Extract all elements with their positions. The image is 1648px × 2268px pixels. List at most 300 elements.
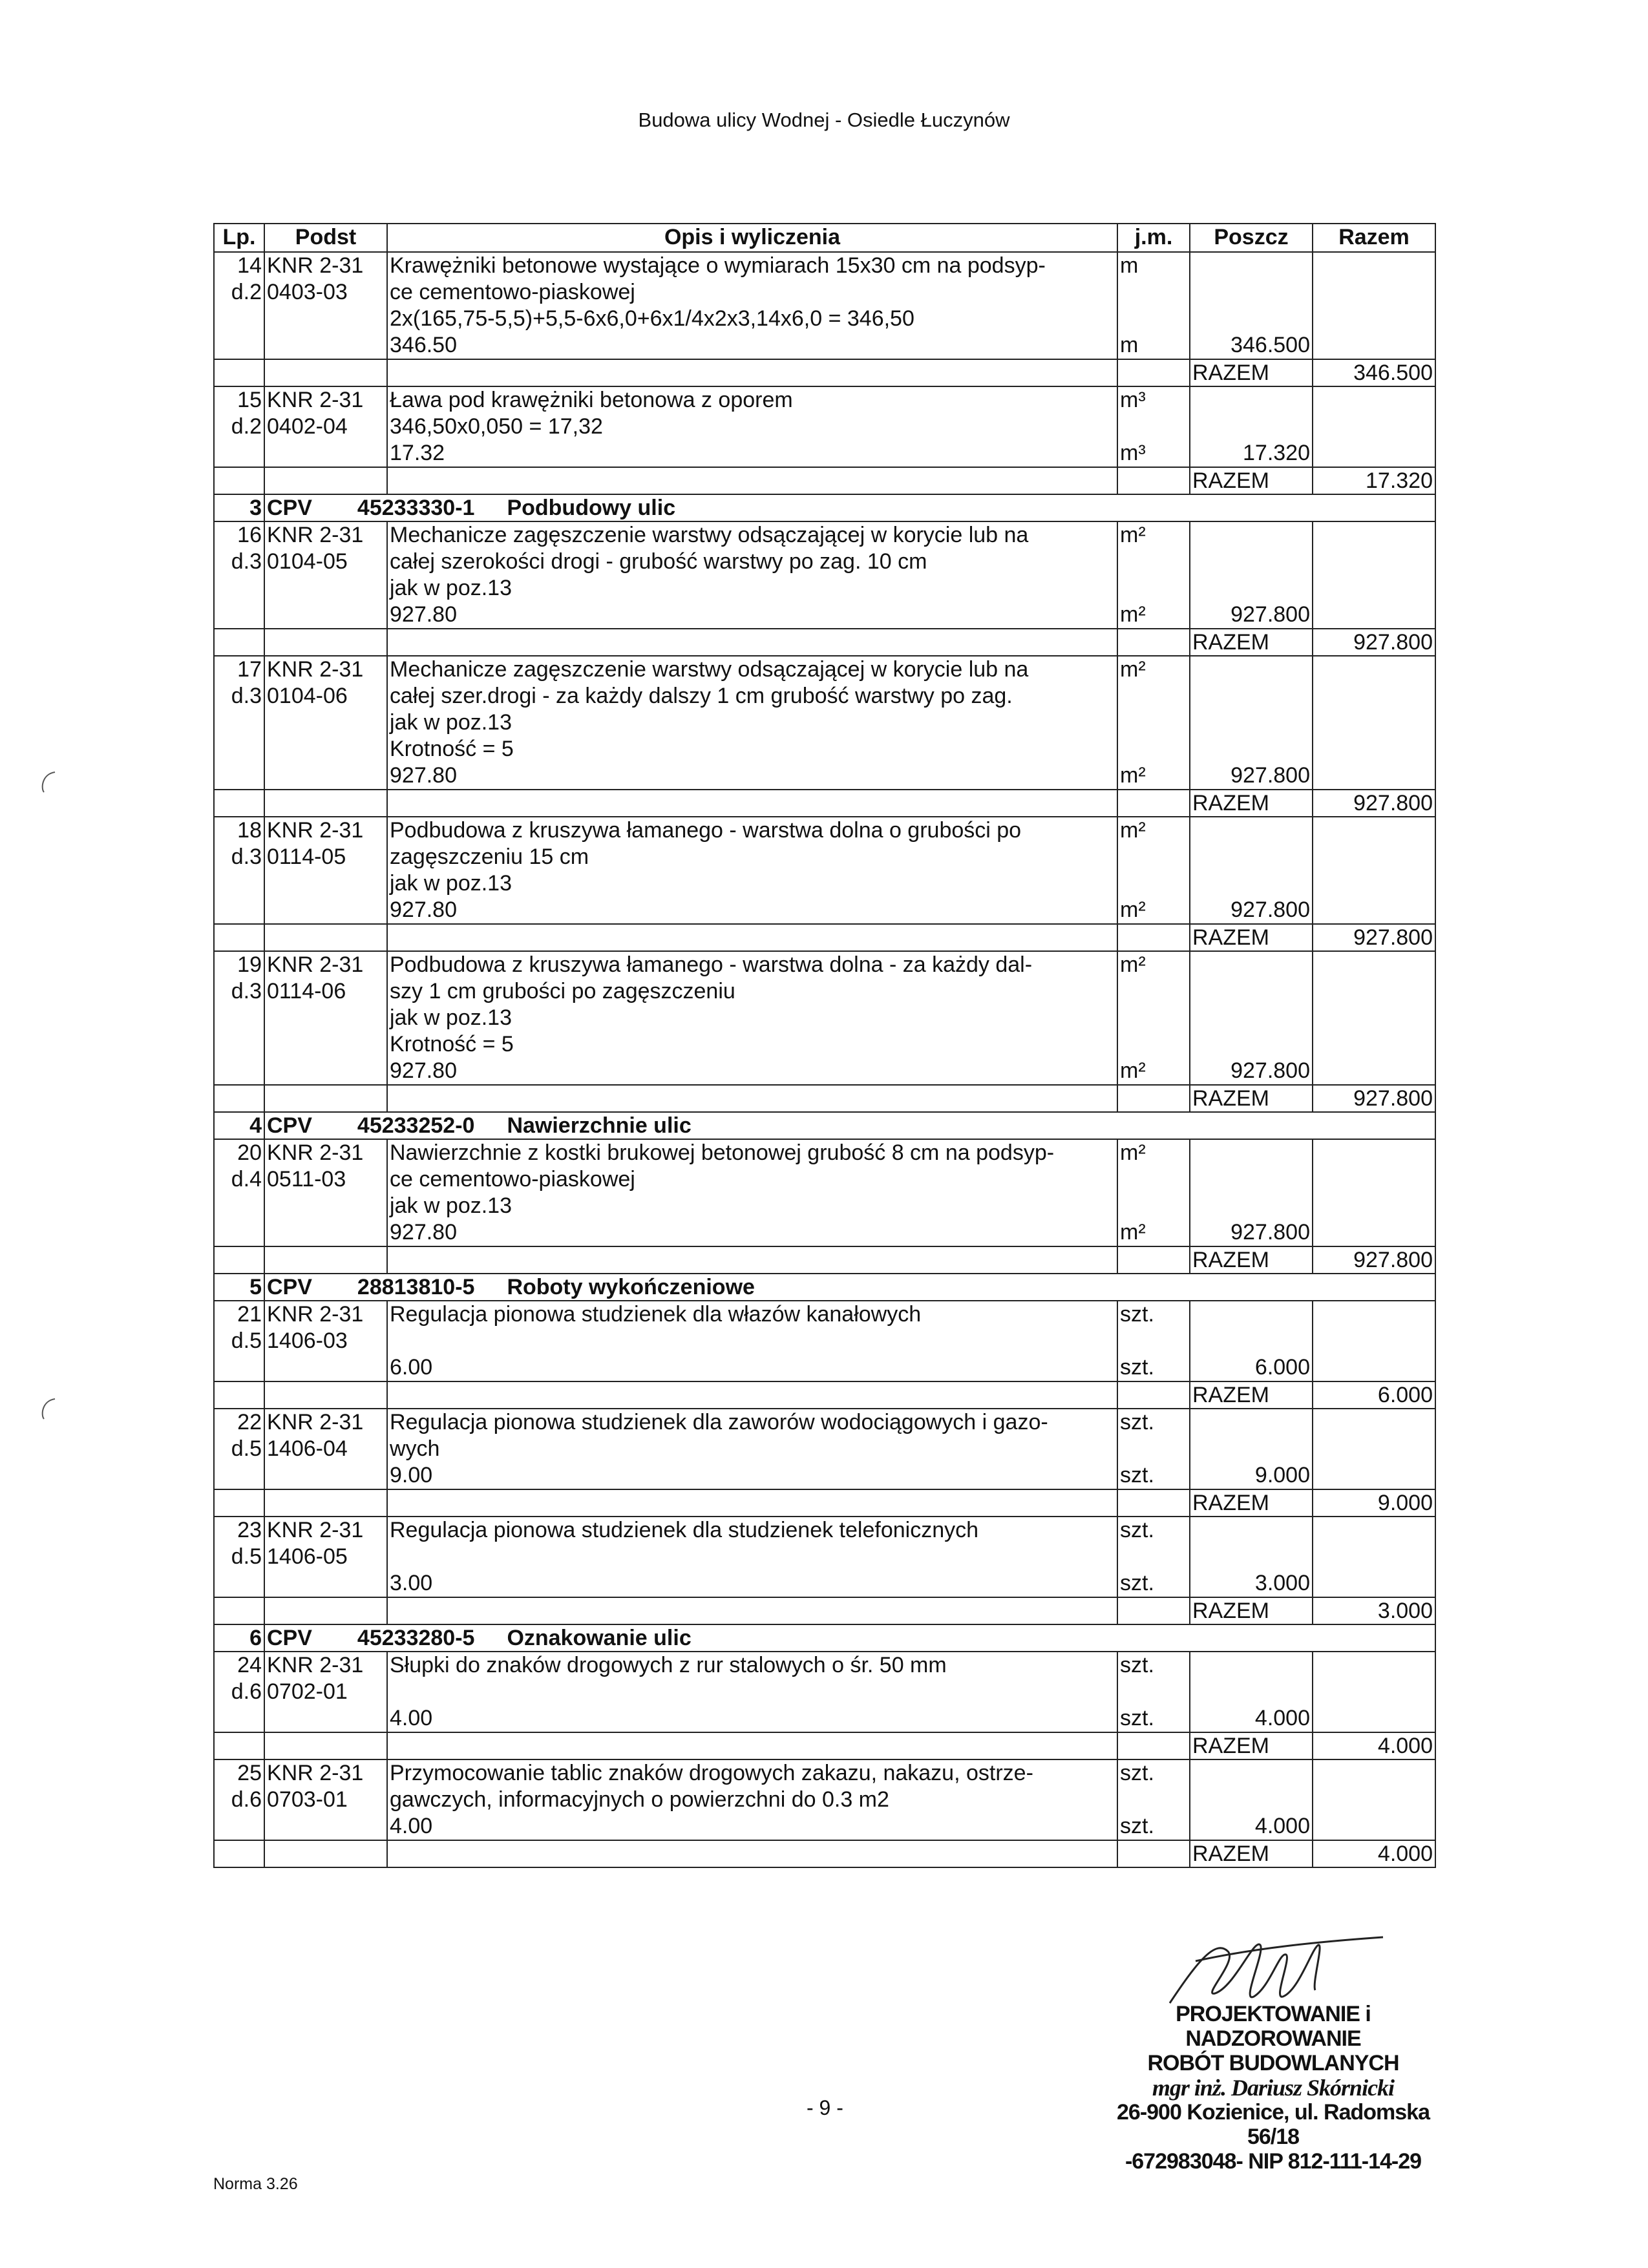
basis-code-line: KNR 2-31 bbox=[267, 657, 364, 682]
description bbox=[387, 1139, 1117, 1246]
partial-quantity-line: 927.800 bbox=[1231, 898, 1310, 922]
sum-row-blank bbox=[1117, 1489, 1190, 1517]
section-cpv: CPV bbox=[267, 496, 312, 520]
total-cell-empty bbox=[1313, 1139, 1435, 1246]
unit-line bbox=[1120, 1328, 1187, 1354]
position-number-line: 20 bbox=[237, 1140, 262, 1165]
description bbox=[387, 386, 1117, 467]
sum-label: RAZEM bbox=[1190, 1597, 1313, 1624]
unit-line: szt. bbox=[1120, 1814, 1154, 1838]
total-cell-empty bbox=[1313, 1409, 1435, 1489]
basis-code bbox=[264, 1517, 387, 1597]
partial-quantity-line bbox=[1192, 522, 1310, 549]
description-line: Słupki do znaków drogowych z rur stalowych o śr. 50 mm bbox=[390, 1653, 947, 1677]
description-line: gawczych, informacyjnych o powierzchni do 0.3 m2 bbox=[390, 1787, 889, 1812]
partial-quantity-line bbox=[1192, 1140, 1310, 1166]
position-number-line: d.2 bbox=[231, 280, 262, 304]
table-row bbox=[214, 521, 1435, 629]
unit-line bbox=[1120, 736, 1187, 762]
partial-quantity-line: 4.000 bbox=[1254, 1814, 1310, 1838]
table-row bbox=[214, 951, 1435, 1085]
partial-quantity-line bbox=[1192, 1760, 1310, 1787]
description-line: jak w poz.13 bbox=[390, 1193, 512, 1218]
partial-quantity-line bbox=[1192, 656, 1310, 683]
basis-code bbox=[264, 386, 387, 467]
table-row bbox=[214, 1409, 1435, 1489]
sum-row-blank bbox=[1117, 467, 1190, 494]
basis-code-line: 0104-05 bbox=[267, 549, 348, 574]
partial-quantity-line bbox=[1192, 253, 1310, 279]
sum-row-blank bbox=[214, 1085, 264, 1112]
sum-row-blank bbox=[387, 1732, 1117, 1759]
section-name: Oznakowanie ulic bbox=[507, 1626, 692, 1650]
unit-line bbox=[1120, 978, 1187, 1005]
partial-quantity bbox=[1190, 1517, 1313, 1597]
sum-row-blank bbox=[264, 1732, 387, 1759]
unit-line: szt. bbox=[1120, 1518, 1154, 1542]
stamp-line-3: mgr inż. Dariusz Skórnicki bbox=[1152, 2075, 1395, 2101]
unit-line: m² bbox=[1120, 898, 1146, 922]
partial-quantity-line bbox=[1192, 279, 1310, 306]
sum-row-blank bbox=[1117, 359, 1190, 386]
partial-quantity-line bbox=[1192, 1409, 1310, 1436]
unit bbox=[1117, 656, 1190, 790]
sum-row-blank bbox=[264, 1489, 387, 1517]
sum-row-blank bbox=[214, 1732, 264, 1759]
description-line: Podbudowa z kruszywa łamanego - warstwa dolna o grubości po bbox=[390, 818, 1022, 843]
section-row bbox=[214, 1624, 1435, 1652]
sum-row-blank bbox=[214, 359, 264, 386]
sum-row-blank bbox=[1117, 1381, 1190, 1409]
unit bbox=[1117, 1139, 1190, 1246]
unit-line: m² bbox=[1120, 818, 1146, 843]
sum-row bbox=[214, 1732, 1435, 1759]
sum-label: RAZEM bbox=[1190, 1246, 1313, 1274]
sum-row-blank bbox=[214, 1489, 264, 1517]
description-line: Krotność = 5 bbox=[390, 737, 514, 761]
partial-quantity-line: 346.500 bbox=[1231, 333, 1310, 357]
description-line: całej szer.drogi - za każdy dalszy 1 cm grubość warstwy po zag. bbox=[390, 684, 1013, 708]
unit-line bbox=[1120, 1005, 1187, 1031]
sum-row-blank bbox=[387, 924, 1117, 951]
sum-row-blank bbox=[387, 467, 1117, 494]
position-number-line: d.2 bbox=[231, 414, 262, 439]
basis-code-line: KNR 2-31 bbox=[267, 818, 364, 843]
basis-code-line: 1406-05 bbox=[267, 1544, 348, 1569]
sum-row-blank bbox=[214, 1381, 264, 1409]
basis-code bbox=[264, 656, 387, 790]
section-row bbox=[214, 1112, 1435, 1139]
sum-row-blank bbox=[387, 1085, 1117, 1112]
description-line: Krawężniki betonowe wystające o wymiarach 15x30 cm na podsyp- bbox=[390, 253, 1046, 278]
basis-code-line: 0403-03 bbox=[267, 280, 348, 304]
section-cpv: CPV bbox=[267, 1275, 312, 1299]
position-number-line: d.5 bbox=[231, 1436, 262, 1461]
total-cell-empty bbox=[1313, 1301, 1435, 1381]
cost-estimate-table bbox=[213, 223, 1436, 1868]
sum-row-blank bbox=[264, 1246, 387, 1274]
sum-row-blank bbox=[387, 1597, 1117, 1624]
partial-quantity-line bbox=[1192, 1679, 1310, 1705]
position-number-line: 25 bbox=[237, 1761, 262, 1785]
basis-code-line: 1406-04 bbox=[267, 1436, 348, 1461]
sum-row-blank bbox=[387, 629, 1117, 656]
sum-row bbox=[214, 1085, 1435, 1112]
basis-code-line: KNR 2-31 bbox=[267, 952, 364, 977]
unit bbox=[1117, 386, 1190, 467]
unit-line: m² bbox=[1120, 657, 1146, 682]
position-number bbox=[214, 1301, 264, 1381]
position-number-line: d.6 bbox=[231, 1679, 262, 1704]
section-row bbox=[214, 494, 1435, 521]
unit-line: m bbox=[1120, 333, 1139, 357]
partial-quantity-line bbox=[1192, 1166, 1310, 1193]
position-number-line: d.6 bbox=[231, 1787, 262, 1812]
description-line: 346.50 bbox=[390, 333, 457, 357]
sum-row-blank bbox=[1117, 1840, 1190, 1867]
description-line: Nawierzchnie z kostki brukowej betonowej grubość 8 cm na podsyp- bbox=[390, 1140, 1055, 1165]
basis-code bbox=[264, 1139, 387, 1246]
section-code: 45233252-0 bbox=[357, 1113, 475, 1138]
partial-quantity-line bbox=[1192, 870, 1310, 897]
unit-line bbox=[1120, 844, 1187, 870]
column-header-lp: Lp. bbox=[214, 224, 264, 252]
sum-total: 17.320 bbox=[1313, 467, 1435, 494]
position-number bbox=[214, 951, 264, 1085]
partial-quantity-line: 927.800 bbox=[1231, 1058, 1310, 1083]
partial-quantity-line bbox=[1192, 414, 1310, 440]
sum-row-blank bbox=[214, 629, 264, 656]
sum-label: RAZEM bbox=[1190, 790, 1313, 817]
basis-code-line: 0114-06 bbox=[267, 979, 346, 1003]
position-number-line: d.3 bbox=[231, 549, 262, 574]
section-number: 5 bbox=[214, 1274, 264, 1301]
unit-line bbox=[1120, 870, 1187, 897]
column-header-podst: Podst bbox=[264, 224, 387, 252]
basis-code-line: KNR 2-31 bbox=[267, 1518, 364, 1542]
position-number bbox=[214, 1517, 264, 1597]
partial-quantity bbox=[1190, 656, 1313, 790]
sum-total: 6.000 bbox=[1313, 1381, 1435, 1409]
sum-row-blank bbox=[1117, 1246, 1190, 1274]
position-number-line: 15 bbox=[237, 388, 262, 412]
position-number-line: d.3 bbox=[231, 979, 262, 1003]
partial-quantity-line: 927.800 bbox=[1231, 763, 1310, 788]
total-cell-empty bbox=[1313, 252, 1435, 359]
section-title bbox=[264, 1624, 1435, 1652]
description-line: Regulacja pionowa studzienek dla studzienek telefonicznych bbox=[390, 1518, 979, 1542]
sum-row-blank bbox=[264, 467, 387, 494]
sum-row-blank bbox=[264, 1840, 387, 1867]
partial-quantity-line bbox=[1192, 1544, 1310, 1570]
basis-code-line: KNR 2-31 bbox=[267, 523, 364, 547]
stamp-line-5: -672983048- NIP 812-111-14-29 bbox=[1125, 2149, 1422, 2174]
sum-row-blank bbox=[387, 1381, 1117, 1409]
partial-quantity bbox=[1190, 817, 1313, 924]
sum-row-blank bbox=[387, 1246, 1117, 1274]
unit-line: m² bbox=[1120, 1220, 1146, 1244]
table-body bbox=[214, 252, 1435, 1867]
unit-line: szt. bbox=[1120, 1355, 1154, 1380]
basis-code-line: 0104-06 bbox=[267, 684, 348, 708]
unit-line: m³ bbox=[1120, 441, 1146, 465]
sum-row-blank bbox=[214, 924, 264, 951]
unit-line: m³ bbox=[1120, 388, 1146, 412]
partial-quantity-line bbox=[1192, 1328, 1310, 1354]
description bbox=[387, 656, 1117, 790]
unit bbox=[1117, 1759, 1190, 1840]
description-line: Mechanicze zagęszczenie warstwy odsączającej w korycie lub na bbox=[390, 657, 1029, 682]
description-line: 927.80 bbox=[390, 602, 457, 627]
partial-quantity-line bbox=[1192, 952, 1310, 978]
sum-row bbox=[214, 1246, 1435, 1274]
partial-quantity bbox=[1190, 386, 1313, 467]
position-number-line: 19 bbox=[237, 952, 262, 977]
description bbox=[387, 1517, 1117, 1597]
partial-quantity-line: 927.800 bbox=[1231, 602, 1310, 627]
sum-label: RAZEM bbox=[1190, 1732, 1313, 1759]
partial-quantity-line: 6.000 bbox=[1254, 1355, 1310, 1380]
partial-quantity-line bbox=[1192, 817, 1310, 844]
unit-line: szt. bbox=[1120, 1706, 1154, 1730]
sum-row bbox=[214, 467, 1435, 494]
position-number-line: 23 bbox=[237, 1518, 262, 1542]
unit bbox=[1117, 1652, 1190, 1732]
unit-line bbox=[1120, 1679, 1187, 1705]
description-line: ce cementowo-piaskowej bbox=[390, 1167, 635, 1192]
basis-code-line: KNR 2-31 bbox=[267, 1761, 364, 1785]
sum-row-blank bbox=[264, 1085, 387, 1112]
sum-row-blank bbox=[1117, 1085, 1190, 1112]
position-number-line: 18 bbox=[237, 818, 262, 843]
description-line: jak w poz.13 bbox=[390, 1005, 512, 1030]
unit bbox=[1117, 521, 1190, 629]
description-line: 9.00 bbox=[390, 1463, 433, 1487]
table-row bbox=[214, 1759, 1435, 1840]
unit-line bbox=[1120, 414, 1187, 440]
sum-row-blank bbox=[214, 1840, 264, 1867]
unit-line: m² bbox=[1120, 602, 1146, 627]
description-line: całej szerokości drogi - grubość warstwy po zag. 10 cm bbox=[390, 549, 927, 574]
position-number-line: 22 bbox=[237, 1410, 262, 1434]
basis-code-line: KNR 2-31 bbox=[267, 1653, 364, 1677]
partial-quantity-line bbox=[1192, 1301, 1310, 1328]
table-row bbox=[214, 817, 1435, 924]
sum-row bbox=[214, 359, 1435, 386]
basis-code bbox=[264, 951, 387, 1085]
unit-line bbox=[1120, 683, 1187, 709]
table-header-row bbox=[214, 224, 1435, 252]
unit bbox=[1117, 252, 1190, 359]
partial-quantity-line bbox=[1192, 306, 1310, 332]
partial-quantity-line bbox=[1192, 709, 1310, 736]
partial-quantity-line bbox=[1192, 1193, 1310, 1219]
sum-row-blank bbox=[387, 359, 1117, 386]
sum-row bbox=[214, 1597, 1435, 1624]
unit bbox=[1117, 1301, 1190, 1381]
partial-quantity-line bbox=[1192, 844, 1310, 870]
page-header-title: Budowa ulicy Wodnej - Osiedle Łuczynów bbox=[638, 109, 1010, 131]
total-cell-empty bbox=[1313, 1652, 1435, 1732]
partial-quantity-line bbox=[1192, 387, 1310, 414]
sum-row bbox=[214, 629, 1435, 656]
description-line: 3.00 bbox=[390, 1571, 433, 1595]
basis-code bbox=[264, 1652, 387, 1732]
partial-quantity-line bbox=[1192, 1517, 1310, 1544]
table-row bbox=[214, 386, 1435, 467]
basis-code bbox=[264, 521, 387, 629]
description-line: Mechanicze zagęszczenie warstwy odsączającej w korycie lub na bbox=[390, 523, 1029, 547]
unit-line: m² bbox=[1120, 523, 1146, 547]
sum-total: 346.500 bbox=[1313, 359, 1435, 386]
section-row bbox=[214, 1274, 1435, 1301]
sum-row-blank bbox=[1117, 1597, 1190, 1624]
partial-quantity-line bbox=[1192, 1436, 1310, 1462]
section-code: 45233330-1 bbox=[357, 496, 475, 520]
section-cpv: CPV bbox=[267, 1626, 312, 1650]
basis-code-line: 1406-03 bbox=[267, 1328, 348, 1353]
unit-line: szt. bbox=[1120, 1410, 1154, 1434]
company-stamp bbox=[1092, 2002, 1454, 2174]
partial-quantity-line bbox=[1192, 1031, 1310, 1058]
basis-code bbox=[264, 252, 387, 359]
unit-line: szt. bbox=[1120, 1653, 1154, 1677]
position-number bbox=[214, 521, 264, 629]
table-row bbox=[214, 1517, 1435, 1597]
basis-code-line: KNR 2-31 bbox=[267, 253, 364, 278]
sum-row-blank bbox=[1117, 790, 1190, 817]
description-line: 346,50x0,050 = 17,32 bbox=[390, 414, 603, 439]
unit-line bbox=[1120, 575, 1187, 602]
sum-row-blank bbox=[264, 1381, 387, 1409]
description-line: Podbudowa z kruszywa łamanego - warstwa dolna - za każdy dal- bbox=[390, 952, 1033, 977]
unit-line: m² bbox=[1120, 1140, 1146, 1165]
sum-row-blank bbox=[387, 790, 1117, 817]
sum-label: RAZEM bbox=[1190, 1489, 1313, 1517]
position-number-line: 24 bbox=[237, 1653, 262, 1677]
position-number bbox=[214, 1652, 264, 1732]
total-cell-empty bbox=[1313, 951, 1435, 1085]
description-line: 2x(165,75-5,5)+5,5-6x6,0+6x1/4x2x3,14x6,0 = 346,50 bbox=[390, 306, 914, 331]
section-title bbox=[264, 494, 1435, 521]
page-number: - 9 - bbox=[807, 2096, 843, 2119]
position-number bbox=[214, 386, 264, 467]
unit-line: szt. bbox=[1120, 1571, 1154, 1595]
description-line: 927.80 bbox=[390, 1220, 457, 1244]
sum-row-blank bbox=[214, 1597, 264, 1624]
total-cell-empty bbox=[1313, 1517, 1435, 1597]
position-number-line: d.3 bbox=[231, 845, 262, 869]
sum-label: RAZEM bbox=[1190, 359, 1313, 386]
unit-line: szt. bbox=[1120, 1463, 1154, 1487]
sum-row-blank bbox=[214, 790, 264, 817]
unit-line: m² bbox=[1120, 1058, 1146, 1083]
column-header-jm: j.m. bbox=[1117, 224, 1190, 252]
unit-line bbox=[1120, 549, 1187, 575]
punch-hole-mark-lower bbox=[39, 1396, 58, 1422]
position-number bbox=[214, 252, 264, 359]
partial-quantity bbox=[1190, 521, 1313, 629]
unit-line bbox=[1120, 306, 1187, 332]
description-line: jak w poz.13 bbox=[390, 576, 512, 600]
description-line: Ława pod krawężniki betonowa z oporem bbox=[390, 388, 793, 412]
section-number: 6 bbox=[214, 1624, 264, 1652]
sum-row-blank bbox=[387, 1489, 1117, 1517]
unit-line: m² bbox=[1120, 952, 1146, 977]
sum-row-blank bbox=[387, 1840, 1117, 1867]
description-line bbox=[390, 1544, 1115, 1570]
description bbox=[387, 1301, 1117, 1381]
description-line: 4.00 bbox=[390, 1814, 433, 1838]
sum-row bbox=[214, 1381, 1435, 1409]
description bbox=[387, 951, 1117, 1085]
sum-total: 9.000 bbox=[1313, 1489, 1435, 1517]
table-row bbox=[214, 656, 1435, 790]
description-line: 6.00 bbox=[390, 1355, 433, 1380]
sum-row bbox=[214, 924, 1435, 951]
description-line bbox=[390, 1679, 1115, 1705]
description-line: wych bbox=[390, 1436, 440, 1461]
section-name: Podbudowy ulic bbox=[507, 496, 676, 520]
partial-quantity bbox=[1190, 1139, 1313, 1246]
section-name: Roboty wykończeniowe bbox=[507, 1275, 755, 1299]
sum-label: RAZEM bbox=[1190, 924, 1313, 951]
description bbox=[387, 1409, 1117, 1489]
section-number: 3 bbox=[214, 494, 264, 521]
position-number-line: d.4 bbox=[231, 1167, 262, 1192]
description-line: jak w poz.13 bbox=[390, 710, 512, 735]
partial-quantity-line bbox=[1192, 549, 1310, 575]
partial-quantity-line bbox=[1192, 683, 1310, 709]
section-title bbox=[264, 1112, 1435, 1139]
unit-line bbox=[1120, 1544, 1187, 1570]
description-line: 927.80 bbox=[390, 1058, 457, 1083]
description-line: szy 1 cm grubości po zagęszczeniu bbox=[390, 979, 735, 1003]
stamp-line-1: PROJEKTOWANIE i NADZOROWANIE bbox=[1176, 2002, 1371, 2051]
unit-line: szt. bbox=[1120, 1302, 1154, 1327]
unit bbox=[1117, 1409, 1190, 1489]
basis-code-line: 0402-04 bbox=[267, 414, 348, 439]
partial-quantity-line bbox=[1192, 1652, 1310, 1679]
description-line: 4.00 bbox=[390, 1706, 433, 1730]
description-line: 927.80 bbox=[390, 898, 457, 922]
sum-row-blank bbox=[264, 629, 387, 656]
description bbox=[387, 1652, 1117, 1732]
partial-quantity-line: 9.000 bbox=[1254, 1463, 1310, 1487]
section-cpv: CPV bbox=[267, 1113, 312, 1138]
column-header-opis: Opis i wyliczenia bbox=[387, 224, 1117, 252]
basis-code-line: 0702-01 bbox=[267, 1679, 348, 1704]
sum-total: 927.800 bbox=[1313, 629, 1435, 656]
sum-total: 3.000 bbox=[1313, 1597, 1435, 1624]
sum-label: RAZEM bbox=[1190, 1840, 1313, 1867]
partial-quantity-line bbox=[1192, 1787, 1310, 1813]
description bbox=[387, 817, 1117, 924]
description bbox=[387, 521, 1117, 629]
sum-label: RAZEM bbox=[1190, 1085, 1313, 1112]
partial-quantity bbox=[1190, 1409, 1313, 1489]
description-line: 17.32 bbox=[390, 441, 445, 465]
sum-label: RAZEM bbox=[1190, 629, 1313, 656]
basis-code bbox=[264, 1301, 387, 1381]
sum-row-blank bbox=[214, 1246, 264, 1274]
partial-quantity-line bbox=[1192, 736, 1310, 762]
basis-code-line: 0511-03 bbox=[267, 1167, 346, 1192]
sum-row-blank bbox=[1117, 629, 1190, 656]
sum-row-blank bbox=[1117, 924, 1190, 951]
unit-line bbox=[1120, 1193, 1187, 1219]
unit-line bbox=[1120, 1031, 1187, 1058]
